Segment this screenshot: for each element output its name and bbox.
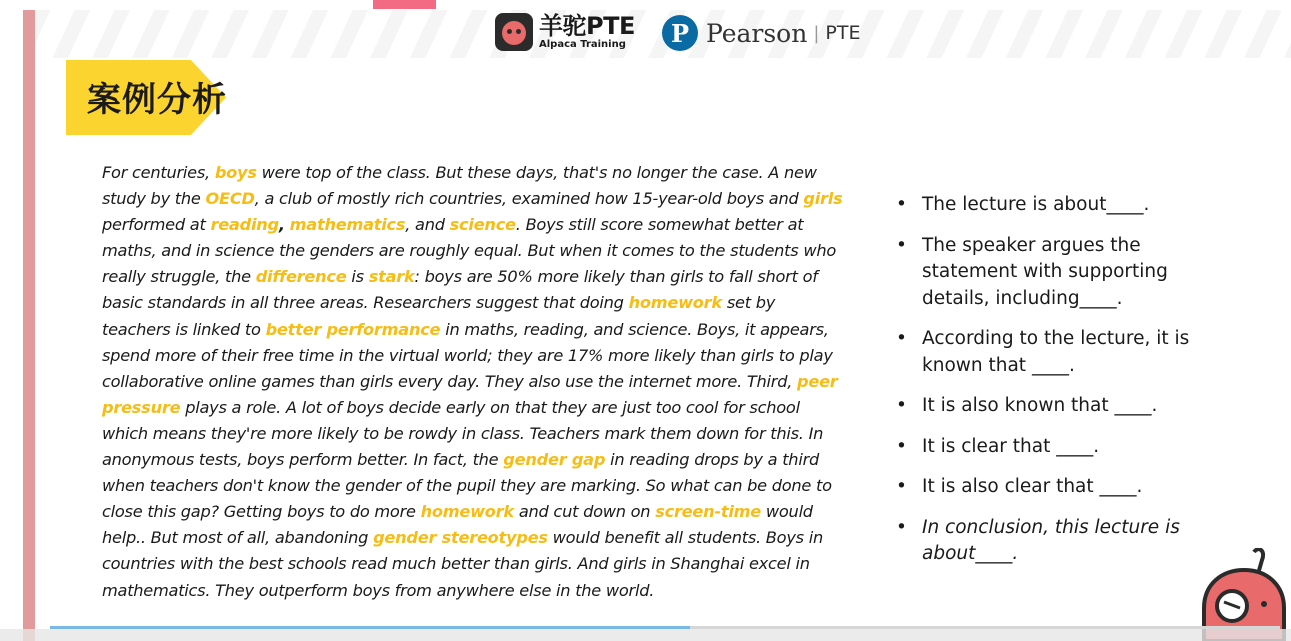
highlighted-keyword: better performance: [265, 319, 441, 339]
answer-template-item: • It is also known that ____.: [896, 393, 1216, 420]
highlighted-keyword: stark: [368, 267, 415, 287]
highlighted-keyword: difference: [255, 267, 347, 287]
passage-text: would benefit all students. Boys in countries with the best schools read much better than girls. And girls in Shanghai excel in mathematics. They outperform boys from anywhere else in the world.: [102, 528, 823, 600]
alpaca-logo-subtitle: Alpaca Training: [539, 39, 626, 50]
pearson-logo: [662, 14, 861, 52]
passage-text: plays a role. A lot of boys decide early on that they are just too cool for school which means they're more likely to be rowdy in class. Teachers mark them down for this. In anonymous tests, boys perform better. In fact, the: [102, 397, 824, 470]
highlighted-keyword: peer pressure: [102, 371, 838, 417]
passage-text: is: [346, 267, 369, 287]
highlighted-keyword: boys: [214, 163, 257, 182]
passage-text: were top of the class. But these days, that's no longer the case. A new study by the: [102, 163, 817, 209]
highlighted-keyword: science: [449, 215, 516, 235]
highlighted-keyword: homework: [420, 502, 514, 522]
passage-text: and cut down on: [513, 502, 656, 522]
highlighted-keyword: gender stereotypes: [373, 528, 548, 548]
highlighted-keyword: homework: [628, 293, 722, 313]
passage-text: in maths, reading, and science. Boys, it appears, spend more of their free time in the virtual world; they are 17% more likely than girls to play collaborative online games than girls every day. They also use the internet more. Third,: [102, 319, 833, 391]
answer-template-item: • It is also clear that ____.: [896, 474, 1216, 501]
passage-text: , and: [405, 215, 450, 235]
answer-template-item: • According to the lecture, it is known that ____.: [896, 326, 1216, 379]
alpaca-logo-icon: [495, 13, 533, 51]
pearson-name: Pearson: [706, 18, 808, 48]
highlighted-keyword: reading: [210, 215, 279, 235]
passage-text: would help.. But most of all, abandoning: [102, 502, 813, 548]
answer-template-item: • It is clear that ____.: [896, 434, 1216, 461]
passage-text: , a club of mostly rich countries, examined how 15-year-old boys and: [254, 189, 804, 209]
pearson-product: PTE: [825, 22, 861, 44]
highlighted-keyword: mathematics: [289, 215, 406, 235]
answer-template-item: • The speaker argues the statement with supporting details, including____.: [896, 233, 1216, 313]
lecture-passage: [102, 160, 847, 604]
page-title: 案例分析: [87, 80, 227, 120]
passage-text: : boys are 50% more likely than girls to fall short of basic standards in all three areas. Researchers suggest that doing: [102, 267, 818, 313]
answer-template-item: • In conclusion, this lecture is about____.: [896, 515, 1216, 568]
answer-template-item: • The lecture is about____.: [896, 192, 1216, 219]
passage-text: . Boys still score somewhat better at maths, and in science the genders are roughly equal. But when it comes to the students who really struggle, the: [102, 215, 836, 287]
passage-text: set by teachers is linked to: [102, 293, 776, 339]
passage-text: performed at: [102, 215, 211, 235]
passage-text: ,: [278, 215, 285, 235]
highlighted-keyword: girls: [803, 189, 843, 209]
answer-template-list: [896, 192, 1216, 582]
alpaca-logo: [495, 12, 635, 52]
pearson-separator: |: [813, 22, 820, 44]
highlighted-keyword: screen-time: [655, 502, 762, 522]
left-accent-bar: [23, 10, 35, 641]
highlighted-keyword: gender gap: [503, 450, 606, 470]
passage-text: in reading drops by a third when teachers don't know the gender of the pupil they are marking. So what can be done to close this gap? Getting boys to do more: [102, 450, 832, 522]
alpaca-logo-title: 羊驼PTE: [539, 12, 635, 40]
highlighted-keyword: OECD: [205, 189, 255, 209]
pearson-logo-icon: P: [662, 15, 698, 51]
passage-text: For centuries,: [102, 163, 215, 182]
top-marker: [373, 0, 436, 9]
video-controls-strip: [0, 629, 1291, 641]
